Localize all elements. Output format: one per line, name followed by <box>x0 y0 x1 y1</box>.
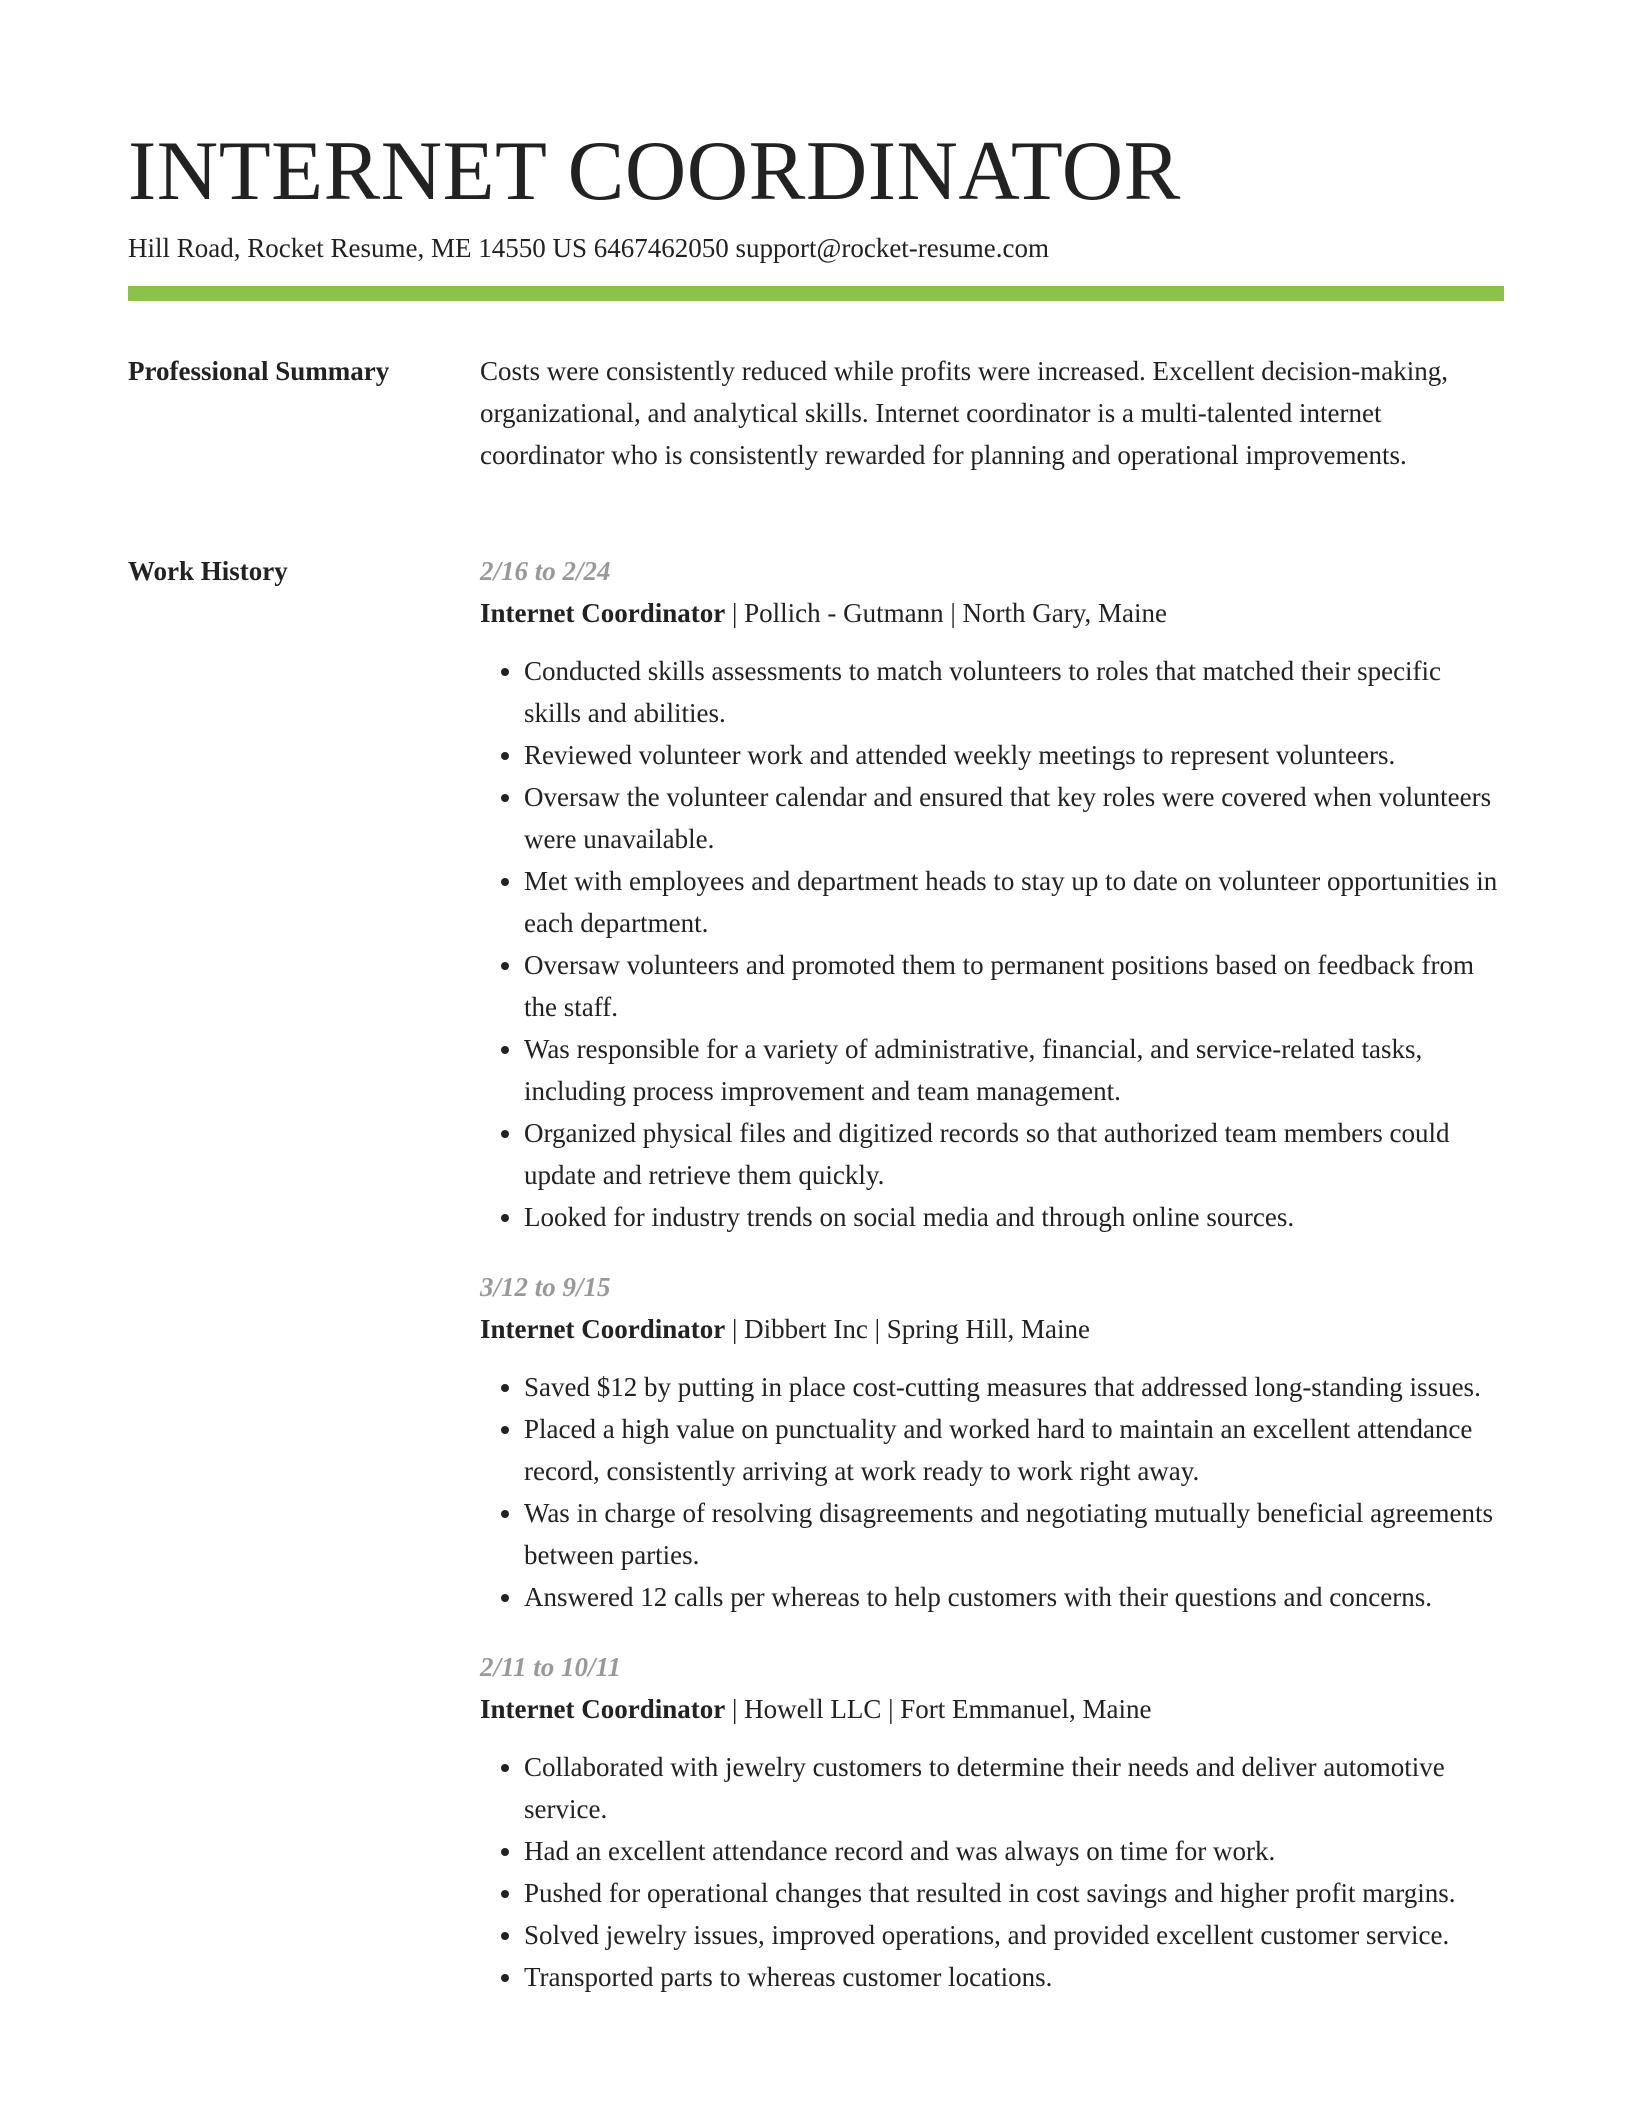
job-bullet: • Conducted skills assessments to match volunteers to roles that matched their specific skills and abilities. <box>524 650 1504 734</box>
job-bullet-list <box>480 1746 1504 1998</box>
job-entry <box>480 550 1504 1238</box>
job-bullet: • Was responsible for a variety of administrative, financial, and service-related tasks, including process improvement and team management. <box>524 1028 1504 1112</box>
job-bullet: • Oversaw volunteers and promoted them to permanent positions based on feedback from the staff. <box>524 944 1504 1028</box>
job-bullet: • Met with employees and department heads to stay up to date on volunteer opportunities in each department. <box>524 860 1504 944</box>
job-bullet: • Transported parts to whereas customer locations. <box>524 1956 1504 1998</box>
work-history-list <box>480 550 1504 2026</box>
job-entry <box>480 1266 1504 1618</box>
job-role: Internet Coordinator <box>480 1694 726 1724</box>
contact-line: Hill Road, Rocket Resume, ME 14550 US 6467462050 support@rocket-resume.com <box>128 233 1049 263</box>
professional-summary-text: Costs were consistently reduced while profits were increased. Excellent decision-making, organizational, and analytical skills. Internet coordinator is a multi-talented internet coordinator who is consistently rewarded for planning and operational improvements. <box>480 356 1448 470</box>
job-bullet: • Organized physical files and digitized records so that authorized team members could update and retrieve them quickly. <box>524 1112 1504 1196</box>
job-company-location: | Dibbert Inc | Spring Hill, Maine <box>725 1314 1090 1344</box>
job-role: Internet Coordinator <box>480 598 726 628</box>
accent-divider <box>128 286 1504 301</box>
job-bullet: • Was in charge of resolving disagreements and negotiating mutually beneficial agreements between parties. <box>524 1492 1504 1576</box>
job-company-location: | Howell LLC | Fort Emmanuel, Maine <box>725 1694 1152 1724</box>
job-bullet: • Had an excellent attendance record and was always on time for work. <box>524 1830 1504 1872</box>
job-heading <box>480 1308 1504 1350</box>
job-dates: 2/16 to 2/24 <box>480 556 611 586</box>
job-bullet: • Placed a high value on punctuality and worked hard to maintain an excellent attendance record, consistently arriving at work ready to work right away. <box>524 1408 1504 1492</box>
job-heading <box>480 592 1504 634</box>
work-history-label: Work History <box>128 556 288 586</box>
job-bullet: • Solved jewelry issues, improved operations, and provided excellent customer service. <box>524 1914 1504 1956</box>
job-bullet-list <box>480 1366 1504 1618</box>
job-bullet: • Reviewed volunteer work and attended weekly meetings to represent volunteers. <box>524 734 1504 776</box>
job-bullet: • Oversaw the volunteer calendar and ensured that key roles were covered when volunteers were unavailable. <box>524 776 1504 860</box>
job-dates: 3/12 to 9/15 <box>480 1272 611 1302</box>
job-company-location: | Pollich - Gutmann | North Gary, Maine <box>725 598 1167 628</box>
job-bullet: • Answered 12 calls per whereas to help customers with their questions and concerns. <box>524 1576 1504 1618</box>
job-heading <box>480 1688 1504 1730</box>
resume-title: INTERNET COORDINATOR <box>128 124 1181 218</box>
job-bullet: • Collaborated with jewelry customers to determine their needs and deliver automotive service. <box>524 1746 1504 1830</box>
job-bullet: • Pushed for operational changes that resulted in cost savings and higher profit margins. <box>524 1872 1504 1914</box>
job-bullet: • Saved $12 by putting in place cost-cutting measures that addressed long-standing issues. <box>524 1366 1504 1408</box>
professional-summary-label: Professional Summary <box>128 356 390 386</box>
job-bullet: • Looked for industry trends on social media and through online sources. <box>524 1196 1504 1238</box>
job-bullet-list <box>480 650 1504 1238</box>
job-dates: 2/11 to 10/11 <box>480 1652 622 1682</box>
job-role: Internet Coordinator <box>480 1314 726 1344</box>
job-entry <box>480 1646 1504 1998</box>
